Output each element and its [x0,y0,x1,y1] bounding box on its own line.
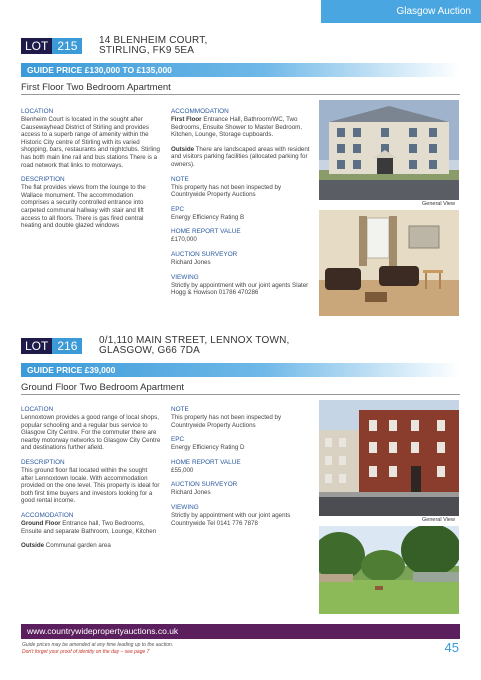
home-report-text: £55,000 [171,466,194,474]
note-heading: NOTE [171,175,189,183]
description-heading: DESCRIPTION [21,458,65,466]
address-line-2: STIRLING, FK9 5EA [99,45,195,56]
lot-number: 215 [52,38,82,54]
description-text: The flat provides views from the lounge to the Wallace monument. The accommodation comprises a security controlled entrance into carpeted communal hallway with stair and lift access to all floors. There is gas fired central heating and double glazed windows [21,184,146,230]
photo-caption: General View [422,517,455,523]
viewing-heading: VIEWING [171,273,199,281]
left-column [21,108,161,237]
viewing-text: Strictly by appointment with our joint agents Slater Hogg & Howison 01786 470286 [171,281,309,297]
home-report-heading: HOME REPORT VALUE [171,228,241,236]
description-text: This ground floor flat located within the sought after Lennoxtown locale. With accommodation provided on the one level. This property is ideal for both first time buyers and investors looking for a good rental income. [21,466,160,505]
building-photo [319,400,459,516]
accommodation-text [21,520,161,535]
address-line-1: 0/1,110 MAIN STREET, LENNOX TOWN, [99,335,290,346]
lot-address [99,36,207,56]
viewing-text: Strictly by appointment with our joint agents Countrywide Tel 0141 776 7878 [171,511,291,527]
surveyor-heading: AUCTION SURVEYOR [171,481,238,489]
description-heading: DESCRIPTION [21,176,65,184]
lot-label: LOT [21,338,52,354]
outside-body: Communal garden area [44,542,111,550]
epc-heading: EPC [171,205,185,213]
lot-address [99,336,290,356]
epc-heading: EPC [171,436,185,444]
right-column [171,406,316,534]
page-number: 45 [444,640,459,655]
lot-label: LOT [21,38,52,54]
surveyor-text: Richard Jones [171,489,211,497]
accommodation-lead: Ground Floor [21,519,61,527]
viewing-heading: VIEWING [171,503,199,511]
accommodation-lead: First Floor [171,116,202,123]
outside-lead: Outside [21,542,45,550]
divider [21,394,460,395]
lot-216 [21,335,460,618]
location-heading: LOCATION [21,108,54,115]
guide-price: GUIDE PRICE £130,000 TO £135,000 [21,63,460,77]
accommodation-body: Entrance Hall, Bathroom/WC, Two Bedrooms, Ensuite Shower to Master Bedroom, Kitchen, Lounge, Storage cupboards. [171,116,303,139]
location-text: Lennoxtown provides a good range of local shops, popular schooling and a regular bus service to Glasgow City Centre. For the commuter there are nearby motorway networks to Glasgow City Centre and destinations further afield. [21,414,161,452]
guide-price-disclaimer: Guide prices may be amended at any time leading up to the auction. [22,642,174,648]
address-line-2: GLASGOW, G66 7DA [99,345,201,356]
left-column [21,406,161,557]
home-report-heading: HOME REPORT VALUE [171,458,241,466]
lounge-illustration [319,210,459,316]
lot-number: 216 [52,338,82,354]
garden-photo [319,526,459,614]
building-illustration [319,100,459,200]
accommodation-body: Entrance hall, Two Bedrooms, Ensuite and separate Bathroom, Lounge, Kitchen [21,519,157,535]
lot-215 [21,35,460,318]
note-heading: NOTE [171,406,189,413]
tenement-illustration [319,400,459,516]
website-link[interactable]: www.countrywidepropertyauctions.co.uk [21,624,460,639]
outside-text [21,542,161,550]
accommodation-heading: ACCOMODATION [21,511,74,519]
location-heading: LOCATION [21,406,54,413]
outside-body: There are landscaped areas with resident and visitors parking facilities (allocated parking for owners). [171,145,310,168]
lot-badge [21,338,82,354]
epc-text: Energy Efficiency Rating D [171,444,245,452]
location-text: Blenheim Court is located in the sought after Causewayhead District of Stirling and provides access to a superb range of amenity within the Historic City centre of Stirling with its varied shopping, bars, restaurants and nightclubs. Stirling has both main line rail and bus stations There is a road network that links to motorways. [21,116,160,169]
surveyor-text: Richard Jones [171,258,211,266]
lot-badge [21,38,82,54]
photo-caption: General View [422,201,455,207]
interior-photo [319,210,459,316]
guide-price: GUIDE PRICE £39,000 [21,363,460,377]
outside-text [171,146,316,169]
accommodation-text [171,116,316,139]
garden-illustration [319,526,459,614]
id-reminder: Don't forget your proof of identity on the day – see page 7 [22,649,150,655]
property-type: Ground Floor Two Bedroom Apartment [21,382,184,393]
outside-lead: Outside [171,145,195,153]
building-photo [319,100,459,200]
note-text: This property has not been inspected by Countrywide Property Auctions [171,183,282,199]
address-line-1: 14 BLENHEIM COURT, [99,35,208,46]
right-column [171,108,316,304]
epc-text: Energy Efficiency Rating B [171,213,245,221]
accommodation-heading: ACCOMMODATION [171,108,229,115]
home-report-text: £170,000 [171,236,197,244]
surveyor-heading: AUCTION SURVEYOR [171,250,238,258]
property-type: First Floor Two Bedroom Apartment [21,82,171,93]
divider [21,94,460,95]
section-tab: Glasgow Auction [321,0,481,23]
note-text: This property has not been inspected by Countrywide Property Auctions [171,414,282,429]
